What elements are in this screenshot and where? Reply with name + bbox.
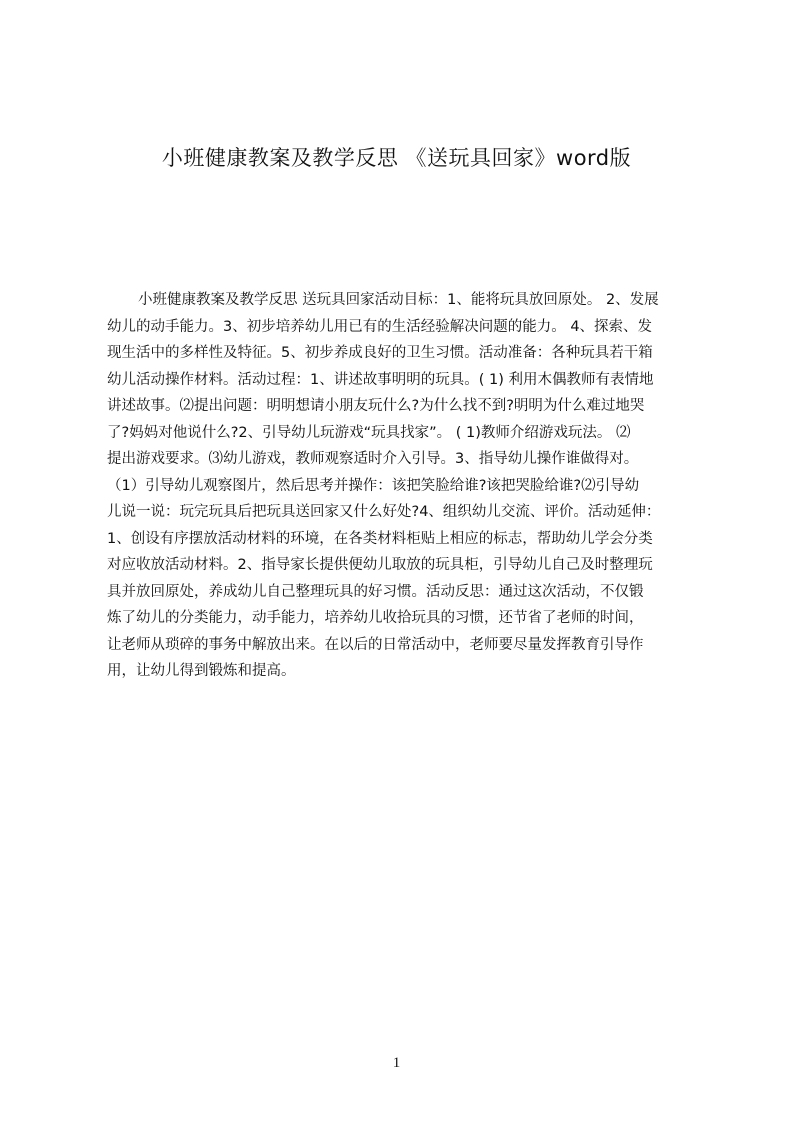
body-line: 现生活中的多样性及特征。5、初步养成良好的卫生习惯。活动准备：各种玩具若干箱 <box>107 345 653 361</box>
document-body <box>107 287 698 685</box>
body-line: 提出游戏要求。⑶幼儿游戏，教师观察适时介入引导。3、指导幼儿操作谁做得对。 <box>107 451 639 467</box>
body-line: 对应收放活动材料。2、指导家长提供便幼儿取放的玩具柜，引导幼儿自己及时整理玩 <box>107 557 653 573</box>
body-line: 用，让幼儿得到锻炼和提高。 <box>107 663 296 679</box>
document-title: 小班健康教案及教学反思 《送玩具回家》word版 <box>161 146 632 170</box>
page-number: 1 <box>392 1055 401 1071</box>
body-line: 幼儿活动操作材料。活动过程：1、讲述故事明明的玩具。( 1) 利用木偶教师有表情地 <box>107 371 654 388</box>
body-line: 具并放回原处，养成幼儿自己整理玩具的好习惯。活动反思：通过这次活动，不仅锻 <box>107 583 644 600</box>
body-line: 让老师从琐碎的事务中解放出来。在以后的日常活动中，老师要尽量发挥教育引导作 <box>107 636 644 653</box>
body-line: 讲述故事。⑵提出问题：明明想请小朋友玩什么?为什么找不到?明明为什么难过地哭 <box>107 398 645 414</box>
body-line: （1）引导幼儿观察图片，然后思考并操作：该把笑脸给谁?该把哭脸给谁?⑵引导幼 <box>107 477 640 494</box>
body-line: 小班健康教案及教学反思 送玩具回家活动目标：1、能将玩具放回原处。 2、发展 <box>138 292 659 308</box>
body-line: 儿说一说：玩完玩具后把玩具送回家又什么好处?4、组织幼儿交流、评价。活动延伸： <box>107 504 661 520</box>
body-line: 1、创设有序摆放活动材料的环境，在各类材料柜贴上相应的标志，帮助幼儿学会分类 <box>107 530 653 547</box>
body-line: 幼儿的动手能力。3、初步培养幼儿用已有的生活经验解决问题的能力。 4、探索、发 <box>107 318 653 335</box>
body-line: 炼了幼儿的分类能力，动手能力，培养幼儿收拾玩具的习惯，还节省了老师的时间， <box>107 610 644 626</box>
body-line: 了?妈妈对他说什么?2、引导幼儿玩游戏“玩具找家”。 ( 1)教师介绍游戏玩法。 ⑵ <box>107 424 631 441</box>
